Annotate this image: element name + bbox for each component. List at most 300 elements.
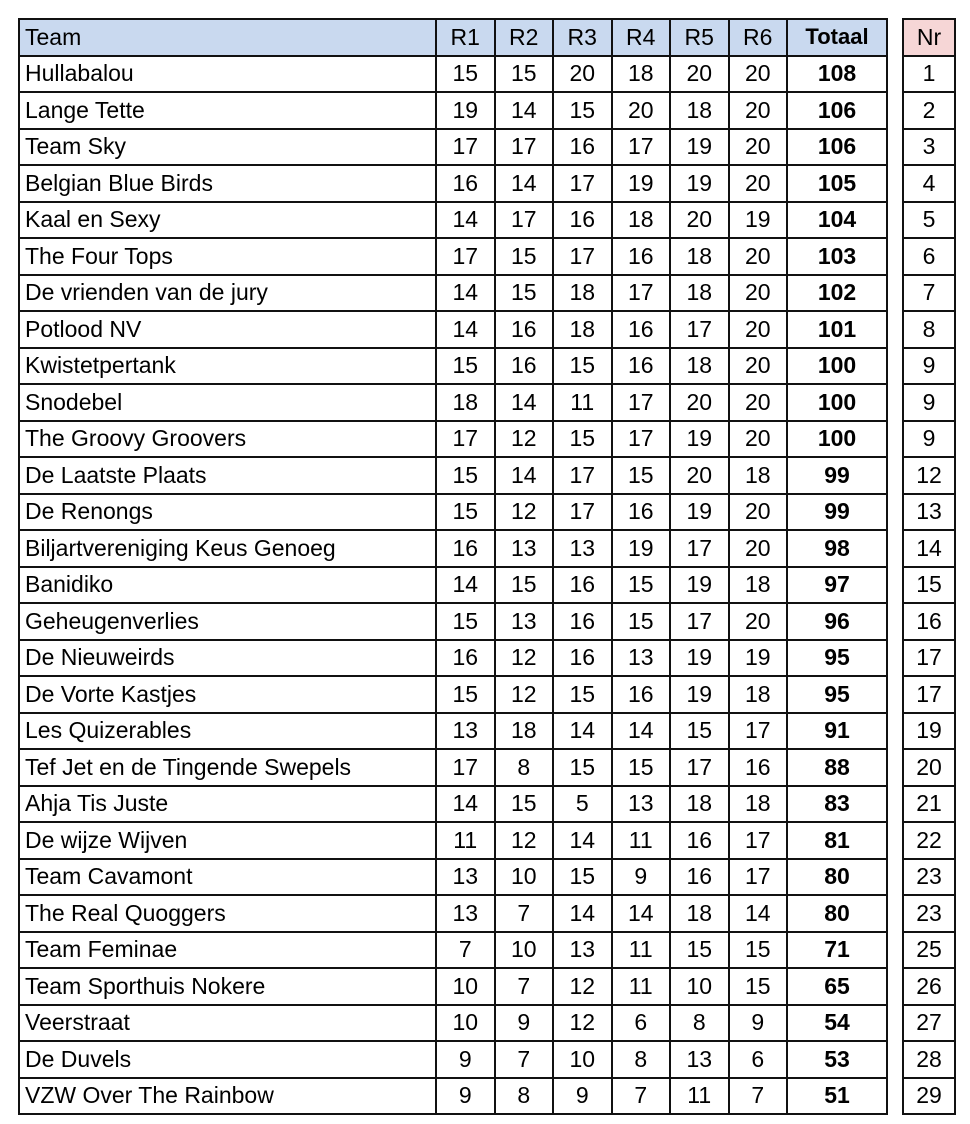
rank-table-body: [903, 56, 955, 1115]
table-row: [19, 530, 887, 567]
team-name-cell: Kwistetpertank: [19, 348, 436, 385]
round-3-score-cell: 17: [553, 165, 612, 202]
team-name-cell: The Groovy Groovers: [19, 421, 436, 458]
round-5-column-header: R5: [670, 19, 729, 56]
total-score-cell: 104: [787, 202, 887, 239]
round-1-score-cell: 9: [436, 1041, 495, 1078]
round-4-score-cell: 16: [612, 311, 671, 348]
round-3-score-cell: 20: [553, 56, 612, 93]
team-name-cell: Kaal en Sexy: [19, 202, 436, 239]
rank-row: [903, 494, 955, 531]
round-5-score-cell: 10: [670, 968, 729, 1005]
rank-row: [903, 859, 955, 896]
round-2-score-cell: 12: [495, 822, 554, 859]
team-name-cell: De Renongs: [19, 494, 436, 531]
round-6-score-cell: 20: [729, 238, 788, 275]
rank-cell: 19: [903, 713, 955, 750]
round-1-score-cell: 10: [436, 968, 495, 1005]
round-4-score-cell: 11: [612, 932, 671, 969]
team-name-cell: Team Sky: [19, 129, 436, 166]
round-2-score-cell: 14: [495, 457, 554, 494]
round-5-score-cell: 13: [670, 1041, 729, 1078]
round-1-score-cell: 14: [436, 275, 495, 312]
round-3-score-cell: 18: [553, 311, 612, 348]
table-row: [19, 311, 887, 348]
round-6-score-cell: 16: [729, 749, 788, 786]
round-3-score-cell: 16: [553, 567, 612, 604]
rank-row: [903, 1005, 955, 1042]
round-4-score-cell: 20: [612, 92, 671, 129]
rank-cell: 28: [903, 1041, 955, 1078]
total-score-cell: 71: [787, 932, 887, 969]
round-6-score-cell: 6: [729, 1041, 788, 1078]
table-row: [19, 786, 887, 823]
round-6-score-cell: 20: [729, 275, 788, 312]
round-6-score-cell: 19: [729, 202, 788, 239]
rank-row: [903, 56, 955, 93]
rank-cell: 23: [903, 859, 955, 896]
round-6-score-cell: 18: [729, 676, 788, 713]
round-3-score-cell: 13: [553, 530, 612, 567]
total-score-cell: 99: [787, 457, 887, 494]
table-row: [19, 275, 887, 312]
total-score-cell: 101: [787, 311, 887, 348]
table-row: [19, 713, 887, 750]
round-5-score-cell: 20: [670, 457, 729, 494]
round-4-score-cell: 18: [612, 202, 671, 239]
table-row: [19, 603, 887, 640]
round-1-score-cell: 10: [436, 1005, 495, 1042]
total-score-cell: 106: [787, 129, 887, 166]
round-4-score-cell: 15: [612, 749, 671, 786]
team-name-cell: Les Quizerables: [19, 713, 436, 750]
total-score-cell: 53: [787, 1041, 887, 1078]
round-6-score-cell: 20: [729, 56, 788, 93]
total-score-cell: 108: [787, 56, 887, 93]
rank-row: [903, 92, 955, 129]
rank-cell: 13: [903, 494, 955, 531]
round-6-score-cell: 7: [729, 1078, 788, 1115]
round-3-score-cell: 16: [553, 202, 612, 239]
score-table-body: [19, 56, 887, 1115]
team-name-cell: Veerstraat: [19, 1005, 436, 1042]
round-6-score-cell: 14: [729, 895, 788, 932]
team-name-cell: Ahja Tis Juste: [19, 786, 436, 823]
rank-row: [903, 749, 955, 786]
round-2-score-cell: 10: [495, 932, 554, 969]
round-3-score-cell: 15: [553, 92, 612, 129]
round-1-score-cell: 15: [436, 676, 495, 713]
total-column-header: Totaal: [787, 19, 887, 56]
round-6-score-cell: 18: [729, 567, 788, 604]
total-score-cell: 100: [787, 384, 887, 421]
rank-table: [902, 18, 956, 1115]
table-row: [19, 92, 887, 129]
round-1-score-cell: 17: [436, 129, 495, 166]
total-score-cell: 100: [787, 348, 887, 385]
round-4-score-cell: 16: [612, 676, 671, 713]
rank-cell: 21: [903, 786, 955, 823]
rank-header-row: [903, 19, 955, 56]
round-4-score-cell: 18: [612, 56, 671, 93]
round-1-score-cell: 15: [436, 348, 495, 385]
round-1-score-cell: 15: [436, 56, 495, 93]
round-5-score-cell: 8: [670, 1005, 729, 1042]
round-5-score-cell: 19: [670, 567, 729, 604]
round-1-score-cell: 16: [436, 165, 495, 202]
rank-row: [903, 932, 955, 969]
total-score-cell: 102: [787, 275, 887, 312]
round-3-score-cell: 16: [553, 640, 612, 677]
table-row: [19, 749, 887, 786]
round-3-score-cell: 12: [553, 1005, 612, 1042]
table-row: [19, 567, 887, 604]
round-4-score-cell: 8: [612, 1041, 671, 1078]
total-score-cell: 80: [787, 895, 887, 932]
round-5-score-cell: 20: [670, 384, 729, 421]
round-4-score-cell: 14: [612, 713, 671, 750]
round-1-column-header: R1: [436, 19, 495, 56]
round-2-score-cell: 7: [495, 1041, 554, 1078]
table-row: [19, 1041, 887, 1078]
total-score-cell: 83: [787, 786, 887, 823]
rank-cell: 9: [903, 384, 955, 421]
rank-cell: 8: [903, 311, 955, 348]
round-4-score-cell: 6: [612, 1005, 671, 1042]
rank-row: [903, 567, 955, 604]
team-name-cell: Geheugenverlies: [19, 603, 436, 640]
round-4-score-cell: 19: [612, 165, 671, 202]
table-row: [19, 384, 887, 421]
team-name-cell: De Nieuweirds: [19, 640, 436, 677]
round-4-score-cell: 9: [612, 859, 671, 896]
total-score-cell: 51: [787, 1078, 887, 1115]
team-name-cell: Belgian Blue Birds: [19, 165, 436, 202]
round-2-score-cell: 16: [495, 311, 554, 348]
nr-column-header: Nr: [903, 19, 955, 56]
round-6-score-cell: 20: [729, 348, 788, 385]
team-column-header: Team: [19, 19, 436, 56]
round-5-score-cell: 19: [670, 494, 729, 531]
round-1-score-cell: 13: [436, 713, 495, 750]
round-3-score-cell: 16: [553, 129, 612, 166]
rank-row: [903, 676, 955, 713]
round-4-score-cell: 19: [612, 530, 671, 567]
round-1-score-cell: 7: [436, 932, 495, 969]
total-score-cell: 100: [787, 421, 887, 458]
round-3-column-header: R3: [553, 19, 612, 56]
total-score-cell: 105: [787, 165, 887, 202]
team-name-cell: Hullabalou: [19, 56, 436, 93]
rank-row: [903, 129, 955, 166]
rank-row: [903, 786, 955, 823]
round-1-score-cell: 15: [436, 457, 495, 494]
round-5-score-cell: 19: [670, 421, 729, 458]
team-name-cell: Lange Tette: [19, 92, 436, 129]
round-2-score-cell: 12: [495, 676, 554, 713]
round-5-score-cell: 19: [670, 676, 729, 713]
round-4-score-cell: 13: [612, 640, 671, 677]
total-score-cell: 98: [787, 530, 887, 567]
total-score-cell: 95: [787, 676, 887, 713]
rank-row: [903, 713, 955, 750]
round-1-score-cell: 16: [436, 640, 495, 677]
rank-row: [903, 640, 955, 677]
team-name-cell: Team Sporthuis Nokere: [19, 968, 436, 1005]
table-row: [19, 129, 887, 166]
rank-cell: 23: [903, 895, 955, 932]
rank-cell: 17: [903, 676, 955, 713]
team-name-cell: De vrienden van de jury: [19, 275, 436, 312]
round-5-score-cell: 19: [670, 165, 729, 202]
rank-row: [903, 384, 955, 421]
rank-row: [903, 202, 955, 239]
round-5-score-cell: 20: [670, 56, 729, 93]
total-score-cell: 99: [787, 494, 887, 531]
team-name-cell: Biljartvereniging Keus Genoeg: [19, 530, 436, 567]
table-row: [19, 348, 887, 385]
round-5-score-cell: 17: [670, 530, 729, 567]
total-score-cell: 97: [787, 567, 887, 604]
round-3-score-cell: 5: [553, 786, 612, 823]
rank-cell: 12: [903, 457, 955, 494]
round-6-score-cell: 15: [729, 968, 788, 1005]
round-6-score-cell: 9: [729, 1005, 788, 1042]
table-row: [19, 640, 887, 677]
rank-row: [903, 238, 955, 275]
round-1-score-cell: 11: [436, 822, 495, 859]
round-1-score-cell: 9: [436, 1078, 495, 1115]
round-4-score-cell: 11: [612, 822, 671, 859]
round-2-score-cell: 8: [495, 749, 554, 786]
table-row: [19, 238, 887, 275]
header-row: [19, 19, 887, 56]
round-2-score-cell: 17: [495, 202, 554, 239]
round-3-score-cell: 13: [553, 932, 612, 969]
round-6-score-cell: 17: [729, 822, 788, 859]
round-1-score-cell: 15: [436, 603, 495, 640]
table-row: [19, 895, 887, 932]
round-2-score-cell: 17: [495, 129, 554, 166]
round-1-score-cell: 17: [436, 238, 495, 275]
table-row: [19, 1078, 887, 1115]
rank-row: [903, 968, 955, 1005]
round-1-score-cell: 13: [436, 895, 495, 932]
team-name-cell: Team Feminae: [19, 932, 436, 969]
rank-cell: 7: [903, 275, 955, 312]
round-2-score-cell: 13: [495, 603, 554, 640]
round-6-column-header: R6: [729, 19, 788, 56]
rank-row: [903, 603, 955, 640]
rank-row: [903, 822, 955, 859]
round-6-score-cell: 20: [729, 530, 788, 567]
round-5-score-cell: 17: [670, 311, 729, 348]
rank-row: [903, 348, 955, 385]
round-6-score-cell: 15: [729, 932, 788, 969]
rank-row: [903, 1041, 955, 1078]
rank-row: [903, 1078, 955, 1115]
team-name-cell: De Laatste Plaats: [19, 457, 436, 494]
round-3-score-cell: 17: [553, 238, 612, 275]
total-score-cell: 106: [787, 92, 887, 129]
team-name-cell: VZW Over The Rainbow: [19, 1078, 436, 1115]
round-2-score-cell: 14: [495, 92, 554, 129]
rank-cell: 20: [903, 749, 955, 786]
round-6-score-cell: 18: [729, 786, 788, 823]
round-3-score-cell: 17: [553, 457, 612, 494]
round-4-score-cell: 17: [612, 275, 671, 312]
rank-cell: 1: [903, 56, 955, 93]
rank-cell: 9: [903, 421, 955, 458]
round-5-score-cell: 15: [670, 932, 729, 969]
team-name-cell: Banidiko: [19, 567, 436, 604]
team-name-cell: Snodebel: [19, 384, 436, 421]
total-score-cell: 88: [787, 749, 887, 786]
round-5-score-cell: 17: [670, 603, 729, 640]
total-score-cell: 65: [787, 968, 887, 1005]
round-3-score-cell: 15: [553, 348, 612, 385]
round-3-score-cell: 12: [553, 968, 612, 1005]
round-5-score-cell: 18: [670, 238, 729, 275]
rank-row: [903, 275, 955, 312]
round-3-score-cell: 11: [553, 384, 612, 421]
round-4-score-cell: 17: [612, 129, 671, 166]
table-row: [19, 1005, 887, 1042]
team-name-cell: De Duvels: [19, 1041, 436, 1078]
round-2-score-cell: 10: [495, 859, 554, 896]
round-1-score-cell: 17: [436, 749, 495, 786]
table-row: [19, 202, 887, 239]
round-3-score-cell: 15: [553, 676, 612, 713]
rank-cell: 9: [903, 348, 955, 385]
rank-cell: 26: [903, 968, 955, 1005]
round-3-score-cell: 9: [553, 1078, 612, 1115]
team-name-cell: De Vorte Kastjes: [19, 676, 436, 713]
round-5-score-cell: 11: [670, 1078, 729, 1115]
round-6-score-cell: 20: [729, 603, 788, 640]
round-3-score-cell: 14: [553, 713, 612, 750]
round-6-score-cell: 17: [729, 859, 788, 896]
table-row: [19, 968, 887, 1005]
round-2-score-cell: 16: [495, 348, 554, 385]
round-2-score-cell: 14: [495, 384, 554, 421]
team-name-cell: Tef Jet en de Tingende Swepels: [19, 749, 436, 786]
team-name-cell: The Four Tops: [19, 238, 436, 275]
round-1-score-cell: 17: [436, 421, 495, 458]
round-1-score-cell: 14: [436, 311, 495, 348]
team-name-cell: Team Cavamont: [19, 859, 436, 896]
round-3-score-cell: 17: [553, 494, 612, 531]
round-2-score-cell: 8: [495, 1078, 554, 1115]
rank-cell: 29: [903, 1078, 955, 1115]
rank-cell: 17: [903, 640, 955, 677]
round-5-score-cell: 15: [670, 713, 729, 750]
rank-cell: 6: [903, 238, 955, 275]
rank-cell: 22: [903, 822, 955, 859]
round-4-score-cell: 15: [612, 567, 671, 604]
round-5-score-cell: 18: [670, 275, 729, 312]
round-2-score-cell: 12: [495, 421, 554, 458]
round-5-score-cell: 19: [670, 129, 729, 166]
round-4-score-cell: 16: [612, 348, 671, 385]
total-score-cell: 95: [787, 640, 887, 677]
rank-cell: 25: [903, 932, 955, 969]
team-name-cell: The Real Quoggers: [19, 895, 436, 932]
round-4-score-cell: 7: [612, 1078, 671, 1115]
total-score-cell: 54: [787, 1005, 887, 1042]
round-2-score-cell: 7: [495, 895, 554, 932]
rank-cell: 27: [903, 1005, 955, 1042]
round-5-score-cell: 17: [670, 749, 729, 786]
round-4-score-cell: 16: [612, 494, 671, 531]
round-4-score-cell: 15: [612, 603, 671, 640]
round-2-score-cell: 15: [495, 56, 554, 93]
round-4-score-cell: 17: [612, 421, 671, 458]
round-2-score-cell: 13: [495, 530, 554, 567]
round-1-score-cell: 15: [436, 494, 495, 531]
team-name-cell: Potlood NV: [19, 311, 436, 348]
round-5-score-cell: 18: [670, 348, 729, 385]
table-row: [19, 822, 887, 859]
round-2-score-cell: 15: [495, 786, 554, 823]
table-row: [19, 421, 887, 458]
rank-cell: 15: [903, 567, 955, 604]
rank-row: [903, 165, 955, 202]
round-1-score-cell: 14: [436, 202, 495, 239]
table-row: [19, 56, 887, 93]
table-row: [19, 859, 887, 896]
total-score-cell: 91: [787, 713, 887, 750]
rank-row: [903, 895, 955, 932]
rank-row: [903, 421, 955, 458]
round-6-score-cell: 20: [729, 311, 788, 348]
round-3-score-cell: 14: [553, 822, 612, 859]
round-1-score-cell: 18: [436, 384, 495, 421]
table-row: [19, 676, 887, 713]
table-row: [19, 165, 887, 202]
round-2-score-cell: 15: [495, 275, 554, 312]
round-1-score-cell: 14: [436, 567, 495, 604]
rank-cell: 5: [903, 202, 955, 239]
round-4-score-cell: 14: [612, 895, 671, 932]
score-table: [18, 18, 888, 1115]
round-2-score-cell: 9: [495, 1005, 554, 1042]
table-row: [19, 457, 887, 494]
round-2-score-cell: 15: [495, 238, 554, 275]
rank-cell: 3: [903, 129, 955, 166]
rank-cell: 2: [903, 92, 955, 129]
round-5-score-cell: 16: [670, 859, 729, 896]
round-3-score-cell: 14: [553, 895, 612, 932]
total-score-cell: 96: [787, 603, 887, 640]
round-2-score-cell: 15: [495, 567, 554, 604]
table-row: [19, 932, 887, 969]
round-6-score-cell: 20: [729, 421, 788, 458]
round-1-score-cell: 14: [436, 786, 495, 823]
round-1-score-cell: 19: [436, 92, 495, 129]
round-1-score-cell: 13: [436, 859, 495, 896]
round-3-score-cell: 15: [553, 421, 612, 458]
round-6-score-cell: 20: [729, 494, 788, 531]
round-5-score-cell: 16: [670, 822, 729, 859]
round-2-score-cell: 12: [495, 640, 554, 677]
round-4-score-cell: 15: [612, 457, 671, 494]
round-2-score-cell: 14: [495, 165, 554, 202]
total-score-cell: 81: [787, 822, 887, 859]
round-6-score-cell: 20: [729, 165, 788, 202]
round-2-score-cell: 7: [495, 968, 554, 1005]
round-3-score-cell: 16: [553, 603, 612, 640]
